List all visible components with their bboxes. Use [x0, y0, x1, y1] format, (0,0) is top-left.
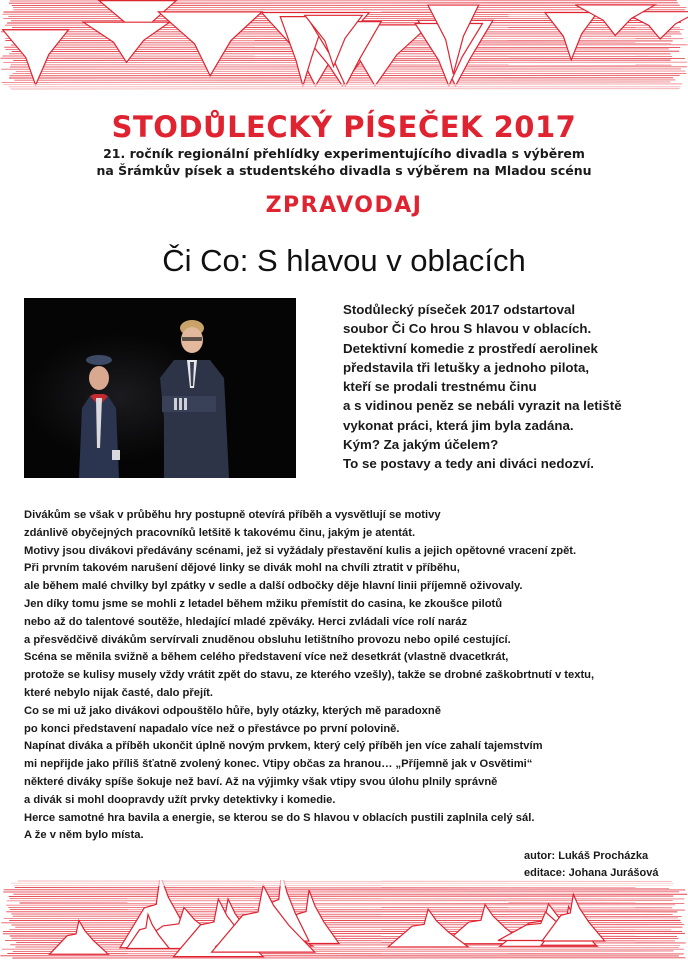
- stage-photo-illustration: [24, 298, 296, 478]
- body-line: Jen díky tomu jsme se mohli z letadel během mžiku přemístit do casina, ke zkoušce pilotů: [24, 597, 503, 610]
- body-line: Herce samotné hra bavila a energie, se kterou se do S hlavou v oblacích pustili zaplnila celý sál.: [24, 811, 535, 824]
- body-line: které nebylo nijak časté, dalo přejít.: [24, 686, 214, 699]
- body-line: A že v něm bylo místa.: [24, 829, 144, 842]
- band-edge: [0, 84, 688, 90]
- body-line: Co se mi už jako divákovi odpouštělo hůře, byly otázky, kterých mě paradoxně: [24, 704, 441, 717]
- body-line: mi nepřijde jako příliš šťatně zvolený konec. Vtipy občas za hranou… „Příjemně jak v Osvětimi“: [24, 758, 533, 771]
- top-mountain-decoration: [0, 0, 688, 90]
- mountain-hatching-top: [0, 0, 688, 90]
- body-line: nebo až do talentové soutěže, hledající mladé zpěváky. Herci zvládali více rolí naráz: [24, 615, 468, 628]
- body-line: některé diváky spíše šokuje než baví. Až na výjimky však vtipy svou úlohu plnily správně: [24, 775, 498, 788]
- mountain-shape: [3, 30, 69, 85]
- article-title: Či Co: S hlavou v oblacích: [162, 243, 526, 278]
- intro-line: a s vidinou peněz se nebáli vyrazit na letiště: [343, 398, 622, 414]
- article-body: [24, 507, 674, 845]
- festival-subtitle-line-1: 21. ročník regionální přehlídky experimentujícího divadla s výběrem: [103, 146, 585, 161]
- intro-line: Detektivní komedie z prostředí aerolinek: [343, 340, 598, 356]
- body-line: Scéna se měnila svižně a během celého představení více než desetkrát (vlastně dvacetkrát,: [24, 651, 509, 664]
- article-intro: [343, 300, 683, 474]
- intro-line: Kým? Za jakým účelem?: [343, 437, 499, 453]
- body-line: Napínat diváka a příběh ukončit úplně novým prvkem, který celý příběh jen více zahalí tajemstvím: [24, 740, 543, 753]
- editor-credit: editace: Johana Jurášová: [524, 867, 659, 879]
- body-line: a divák si mohl doopravdy užít prvky detektivky i komedie.: [24, 793, 336, 806]
- mountain-shape: [158, 12, 262, 76]
- festival-title: STODŮLECKÝ PÍSEČEK 2017: [111, 110, 577, 144]
- intro-line: To se postavy a tedy ani diváci nedozví.: [343, 456, 594, 472]
- mountain-shape: [388, 909, 468, 947]
- body-line: zdánlivě obyčejných pracovníků letšitě k takovému činu, jakým je atentát.: [24, 526, 416, 539]
- body-line: a přesvědčivě divákům servírvali znuděnou obsluhu letištního provozu nebo opilé cestující.: [24, 633, 511, 646]
- intro-line: Stodůlecký píseček 2017 odstartoval: [343, 302, 576, 317]
- mountain-hatching-bottom: [0, 880, 688, 960]
- body-line: protože se kulisy musely vždy vrátit zpět do stavu, ze kterého vzešly), takže se drobné zaškobrtnutí v textu,: [24, 669, 595, 682]
- author-credit: autor: Lukáš Procházka: [524, 850, 649, 862]
- body-line: Při prvním takovém narušení dějové linky se divák mohl na chvíli ztratit v příběhu,: [24, 562, 460, 575]
- mountain-shape: [50, 920, 109, 954]
- bottom-mountain-decoration: [0, 880, 688, 960]
- intro-line: vykonat práci, která jim byla zadána.: [343, 417, 574, 433]
- body-line: po konci představení napadalo více než o přestávce po první polovině.: [24, 722, 400, 735]
- body-line: Motivy jsou divákovi předávány scénami, jež si vyžádaly přestavění kulis a jejich opětovné vracení zpět.: [24, 544, 577, 557]
- section-label: ZPRAVODAJ: [265, 193, 423, 218]
- intro-line: soubor Či Co hrou S hlavou v oblacích.: [343, 321, 592, 337]
- intro-line: představila tři letušky a jednoho pilota,: [343, 359, 590, 375]
- body-line: ale během malé chvilky byl zpátky v sedle a další odbočky děje hlavní linii příjemně oživovaly.: [24, 580, 523, 593]
- stage-photo: [24, 298, 296, 478]
- intro-line: kteří se prodali trestnému činu: [343, 379, 537, 395]
- band-edge: [0, 880, 688, 886]
- article-credits: [524, 848, 659, 882]
- body-line: Divákům se však v průběhu hry postupně otevírá příběh a vysvětlují se motivy: [24, 509, 441, 521]
- festival-subtitle-line-2: na Šrámkův písek a studentského divadla s výběrem na Mladou scénu: [96, 163, 592, 178]
